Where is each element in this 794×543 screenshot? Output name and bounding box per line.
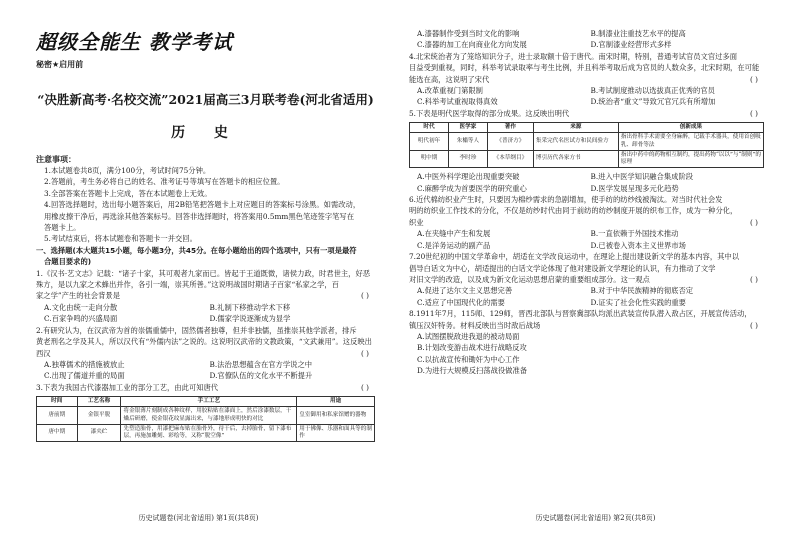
answer-paren: ( ) [749,217,758,227]
table-cell: 唐前期 [37,407,78,424]
answer-paren: ( ) [749,74,758,84]
option-c[interactable]: C.是洋务运动的副产品 [417,240,491,250]
q6-stem: 织业 ( ) [409,217,764,228]
option-c[interactable]: C.适应了中国现代化的需要 [417,297,505,307]
q3-options [409,39,764,50]
q1-options [36,313,375,324]
option-a[interactable]: A.试图摆脱敌进我退的被动局面 [417,331,520,341]
option-c[interactable]: C.出现了儒道并重的局面 [44,371,125,381]
option-c[interactable]: C.科举考试重视取得真效 [417,97,498,107]
q7-stem: 7.20世纪初的中国文学革命中，胡适在文学改良运动中，在理论上提出建设新文学的基本内容，其中以 [409,252,740,262]
question-3 [36,382,375,442]
table-cell: 明中期 [410,150,449,167]
question-4 [409,51,764,108]
q3-table [36,396,375,442]
q7-options [409,285,764,296]
option-b[interactable]: B.法治思想蕴含在官方学说之中 [209,359,313,369]
question-2 [36,325,375,382]
answer-paren: ( ) [749,274,758,284]
notice-item: 答题卡上。 [44,223,81,233]
q4-options [409,96,764,107]
table-row [37,424,375,441]
table-cell: 朱橚等人 [448,133,487,150]
q6-options [409,240,764,251]
table-header: 用途 [297,397,375,407]
q2-stem: 2.有研究认为，在汉武帝为首的崇儒重儒中，固然儒者独尊，但并非独儒，虽推崇其他学派者，排斥 [36,325,357,335]
option-d[interactable]: D.医学发展呈现多元化趋势 [590,183,679,193]
notice-list [36,165,375,245]
option-b[interactable]: B.对于中华民族精神的彻底否定 [590,286,694,296]
page-footer: 历史试题卷(河北省适用) 第1页(共8页) [138,514,259,522]
q4-stem: 能选在高，这说明了宋代 ( ) [409,74,764,85]
option-d[interactable]: D.儒家学说逐渐成为显学 [209,314,291,324]
q3-stem: 3.下表为我国古代漆器加工业的部分工艺，由此可知唐代 ( ) [36,382,375,393]
q4-options [409,85,764,96]
q4-stem: 4.北宋统治者为了笼络知识分子，进士录取额十倍于唐代。南宋时期，特别，普通考试官员文官过多面 [409,51,738,61]
q4-stem: 目益受到重视，同时，科举考试录取率与考生比例，并且科举考取后成为官员的人数众多，北宋时期，在可能 [409,63,760,73]
table-cell: 李时珍 [448,150,487,167]
notice-item: 5.考试结束后，将本试题卷和答题卡一并交回。 [44,234,197,244]
table-cell: 唐中期 [37,424,78,441]
q5-table [409,122,764,168]
option-b[interactable]: B.进入中医学知识融合集成阶段 [590,172,694,182]
table-row [410,133,764,150]
table-header: 时间 [37,397,78,407]
answer-paren: ( ) [360,348,369,358]
answer-paren: ( ) [360,291,369,301]
option-d[interactable]: D.统治者“重文”导致冗官冗兵有所增加 [590,97,716,107]
q7-options [409,297,764,308]
brand-logo: 超级全能生 教学考试 [36,30,233,54]
answer-paren: ( ) [360,382,369,392]
notice-item: 3.全部答案在答题卡上完成，答在本试题卷上无效。 [44,188,212,198]
question-1 [36,268,375,325]
question-6 [409,194,764,251]
notice-item: 4.回答选择题时，选出每小题答案后，用2B铅笔把答题卡上对应题目的答案标号涂黑。如需改动， [44,200,361,210]
table-cell: 先塑造胎骨，用漆把麻布贴在胎骨外，待干后，去掉胎骨，留下漆布层，再施加雕刻、彩绘等，又称“脱空像” [121,424,297,441]
table-cell: 指出中药中的药物相互制约，提出药物“以以”与“制则”的原理 [618,150,763,167]
q6-stem: 6.近代棉纺织业产生时，只要因为棉纱需求的急剧增加，使手纺的纺纱线被淘汰。对当时代社会发 [409,195,723,205]
q5-options [409,183,764,194]
q7-stem: 对旧文学的改造，以及成为新文化运动思想启蒙的重要组成部分。这一观点 ( ) [409,274,764,285]
table-cell: 博引历代各家方书 [533,150,618,167]
q1-stem: 家之学”产生的社会背景是 ( ) [36,290,375,301]
table-header: 来源 [533,123,618,133]
q2-stem: 西汉 ( ) [36,348,375,359]
q8-stem: 8.1911年7月，115师、129师，晋西北部队与晋察冀部队均派出武装宣传队潜入敌占区，开展宣传活动， [409,309,752,319]
q6-stem: 明的纺织业工作技术的分化，不仅是纺纱时代由同于前纺的纺纱制度开展的织布工作，成为一种分化， [409,206,738,216]
option-a[interactable]: A.中医外科学理论出现重要突破 [417,172,520,182]
table-header: 创新成果 [618,123,763,133]
option-b[interactable]: B.制漆业注重技艺水平的提高 [590,29,686,38]
option-c[interactable]: C.麻醉学成为首要医学的研究重心 [417,183,527,193]
option-d[interactable]: D.证实了社会化性实践的重要 [590,297,686,307]
q2-stem: 黄老刑名之学及其人，所以汉代有“外儒内法”之说的。这说明汉武帝的文教政策，“文武兼用”。这反映出 [36,337,372,347]
table-header: 时代 [410,123,449,133]
table-cell: 集采完代名医试方和民间验方 [533,133,618,150]
option-c[interactable]: C.以抗战宣传和锄奸为中心工作 [417,354,520,364]
table-cell: 漆夹纻 [77,424,121,441]
table-cell: 用于佛像、乐器和面具等的制作 [297,424,375,441]
q8-stem: 镇压汉奸特务。材料反映出当时敌后战场 ( ) [409,320,764,331]
table-cell: 金银平脱 [77,407,121,424]
option-d[interactable]: D.官僚队伍的文化水平不断提升 [209,371,313,381]
section-heading-cont: 合题目要求的) [44,257,92,267]
page-2 [397,0,794,543]
q1-stem: 殊方，是以九家之术蜂出并作，各引一端，崇其所善。”这说明战国时期诸子百家“私家之学，百 [36,280,339,290]
q1-options [36,302,375,313]
answer-paren: ( ) [749,320,758,330]
notice-item: 用橡皮擦干净后，再选涂其他答案标号。回答非选择题时，将答案用0.5mm黑色笔迹签字笔写在 [44,211,355,221]
q5-stem: 5.下表是明代医学取得的部分成果。这反映出明代 ( ) [409,108,764,119]
page-footer: 历史试题卷(河北省适用) 第2页(共8页) [535,514,656,522]
option-c[interactable]: C.百家争鸣的兴盛局面 [44,314,118,324]
option-b[interactable]: B.一直依赖于外国技术推动 [590,229,679,239]
q3-options [409,28,764,39]
option-d[interactable]: D.为进行大规模反扫荡战役做准备 [417,366,528,376]
option-b[interactable]: B.计划改变游击战术进行战略反攻 [417,343,527,353]
option-b[interactable]: B.考试制度推动以选拔真正优秀的官员 [590,86,715,96]
answer-paren: ( ) [749,108,758,118]
option-a[interactable]: A.改革重视门第限制 [417,86,483,96]
table-header: 著作 [487,123,533,133]
notice-title: 注意事项： [36,155,76,164]
table-cell: 皇室御用和私家馆赠的器物 [297,407,375,424]
option-b[interactable]: B.礼制下移推动学术下移 [209,302,291,312]
question-8 [409,308,764,376]
notice-item: 2.答题前，考生务必将自己的姓名、准考证号等填写在答题卡的相应位置。 [44,177,285,187]
option-a[interactable]: A.独尊儒术的措施被放止 [44,359,125,369]
confidential-seal: 秘密★启用前 [36,60,84,69]
question-5 [409,108,764,194]
option-a[interactable]: A.文化由统一走向分散 [44,302,118,312]
q7-stem: 倡导白话文为中心，胡适提出的白话文学论体现了他对建设新文学理论的认识，有力推动了文学 [409,263,716,273]
q1-stem: 1.《汉书·艺文志》记载：“诸子十家，其可观者九家而已。皆起于王道既微，诸侯力政，时君世主，好恶 [36,268,371,278]
q2-options [36,359,375,370]
table-header: 工艺名称 [77,397,121,407]
notice-item: 1.本试题卷共8页，满分100分，考试时间75分钟。 [44,166,211,175]
q5-options [409,171,764,182]
table-row [410,150,764,167]
table-header: 医学家 [448,123,487,133]
subject-title: 历 史 [171,125,240,141]
q2-options [36,370,375,381]
table-header: 手工工艺 [121,397,297,407]
option-c[interactable]: C.漆器的加工在向商业化方向发展 [417,40,527,50]
exam-title: “决胜新高考·名校交流”2021届高三3月联考卷(河北省适用) [37,92,374,107]
table-cell: 指出骨科手术需要全身麻醉，记载手术器具，使用首创吸乳、卸骨等法 [618,133,763,150]
table-cell: 《本草纲目》 [487,150,533,167]
option-d[interactable]: D.已被卷入资本主义世界市场 [590,240,686,250]
option-a[interactable]: A.促进了达尔文主义思想完善 [417,286,513,296]
table-cell: 将金银薄片刻制成各种纹样，用胶粘贴在漆面上，然后涂漆数层，干燥后研磨，使金银花纹显露出来，与漆地形成明快的对比 [121,407,297,424]
section-heading: 一、选择题(本大题共15小题，每小题3分，共45分。在每小题给出的四个选项中，只有一项是最符 [36,245,357,255]
question-7 [409,251,764,308]
option-a[interactable]: A.漆器制作受到当时文化的影响 [417,29,520,38]
table-row [37,407,375,424]
option-a[interactable]: A.在夹缝中产生和发展 [417,229,491,239]
table-cell: 明代初年 [410,133,449,150]
question-3-options [409,28,764,51]
table-cell: 《普济方》 [487,133,533,150]
option-d[interactable]: D.官制漆业经营形式多样 [590,40,672,50]
q6-options [409,228,764,239]
